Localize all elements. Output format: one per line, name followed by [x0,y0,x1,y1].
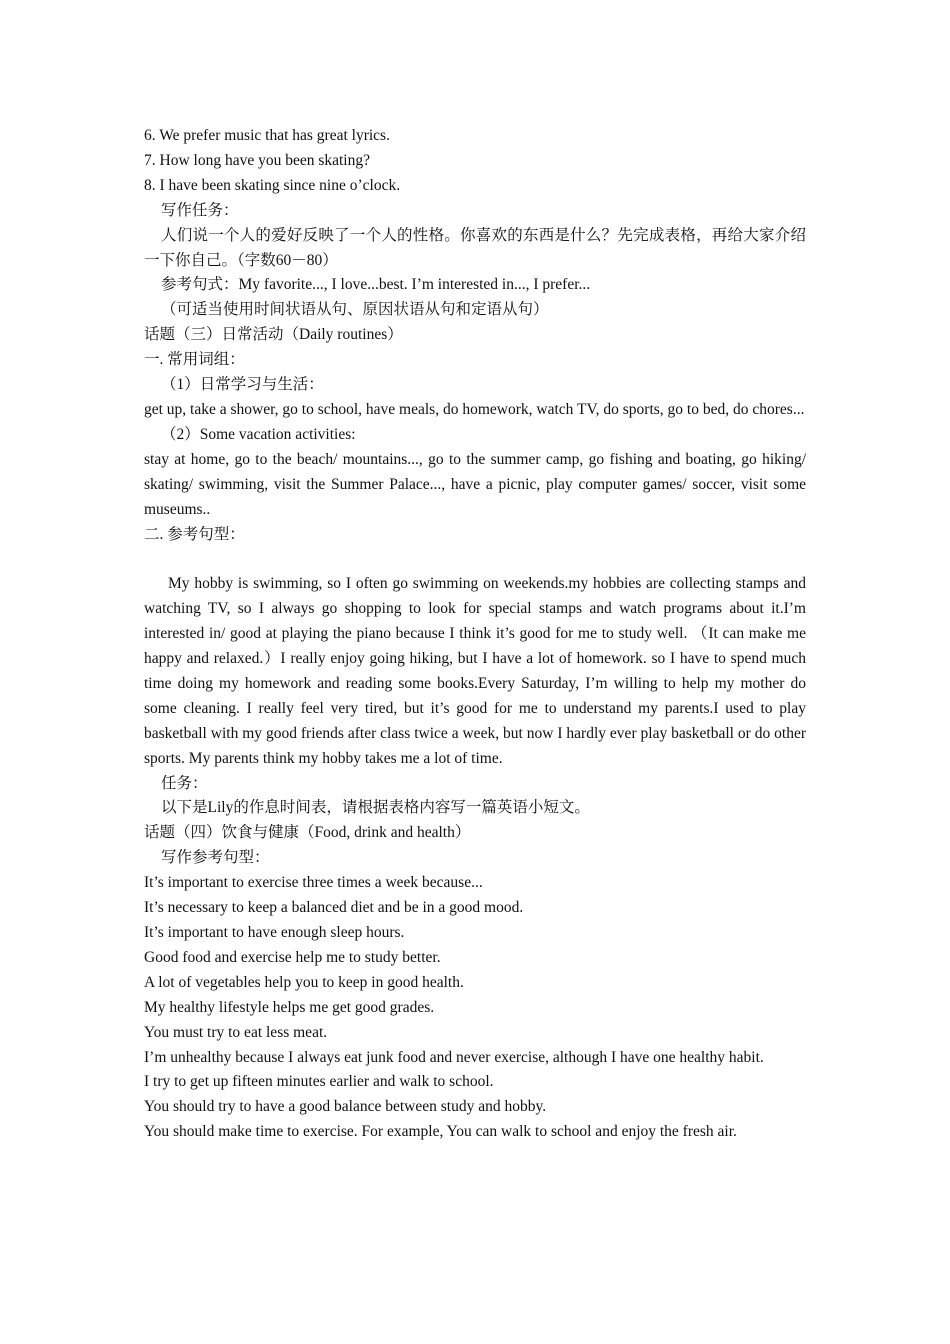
health-sentence: Good food and exercise help me to study better. [144,948,441,966]
health-sentence: It’s important to exercise three times a week because... [144,874,483,892]
common-phrases-heading: 一. 常用词组： [144,351,245,369]
health-sentence: I try to get up fifteen minutes earlier and walk to school. [144,1073,494,1091]
health-sentence: You should try to have a good balance between study and hobby. [144,1098,547,1116]
sentence-6: 6. We prefer music that has great lyrics. [144,127,390,144]
sentence-8: 8. I have been skating since nine o’clock. [144,176,401,194]
health-sentence: You should make time to exercise. For example, You can walk to school and enjoy the fresh air. [144,1123,737,1141]
daily-life-subheading: （1）日常学习与生活： [161,376,324,394]
document-body [144,124,806,1145]
topic-4-heading: 话题（四）饮食与健康（Food, drink and health） [144,824,471,842]
reference-sentences-heading: 二. 参考句型： [144,525,245,543]
sample-paragraph: My hobby is swimming, so I often go swimming on weekends.my hobbies are collecting stamps and watching TV, so I always go shopping to look for special stamps and watch programs about it.I’m interested in/ good at playing the piano because I think it’s good for me to study well. （It can make me happy and relaxed.）I really enjoy going hiking, but I have a lot of homework. so I have to spend much time doing my homework and reading some books.Every Saturday, I’m willing to help my mother do some cleaning. I really feel very tired, but it’s good for me to understand my parents.I used to play basketball with my good friends after class twice a week, but now I hardly ever play basketball or do other sports. My parents think my hobby takes me a lot of time. [144,575,806,767]
health-sentence: I’m unhealthy because I always eat junk food and never exercise, although I have one healthy habit. [144,1048,764,1066]
writing-patterns-heading: 写作参考句型： [161,849,270,867]
health-sentence: It’s necessary to keep a balanced diet and be in a good mood. [144,899,524,917]
grammar-note: （可适当使用时间状语从句、原因状语从句和定语从句） [161,301,549,319]
health-sentence: You must try to eat less meat. [144,1023,328,1041]
task-heading: 任务： [161,774,208,792]
daily-life-phrases: get up, take a shower, go to school, have meals, do homework, watch TV, do sports, go to bed, do chores... [144,400,805,418]
vacation-subheading: （2）Some vacation activities: [161,425,356,443]
topic-3-heading: 话题（三）日常活动（Daily routines） [144,326,403,344]
blank-line [144,547,806,572]
task-description: 以下是Lily的作息时间表，请根据表格内容写一篇英语小短文。 [161,799,590,817]
health-sentence: It’s important to have enough sleep hours. [144,923,405,941]
vacation-phrases: stay at home, go to the beach/ mountains..., go to the summer camp, go fishing and boating, go hiking/ skating/ swimming, visit the Summer Palace..., have a picnic, play computer games/ soccer, visit some museums.. [144,450,806,518]
health-sentence: My healthy lifestyle helps me get good grades. [144,998,435,1016]
writing-task-description: 人们说一个人的爱好反映了一个人的性格。你喜欢的东西是什么？先完成表格，再给大家介绍一下你自己。（字数60－80） [144,226,806,269]
sentence-7: 7. How long have you been skating? [144,151,370,169]
reference-patterns: 参考句式：My favorite..., I love...best. I’m interested in..., I prefer... [161,276,591,294]
health-sentence: A lot of vegetables help you to keep in good health. [144,973,464,991]
writing-task-heading: 写作任务： [161,201,239,219]
